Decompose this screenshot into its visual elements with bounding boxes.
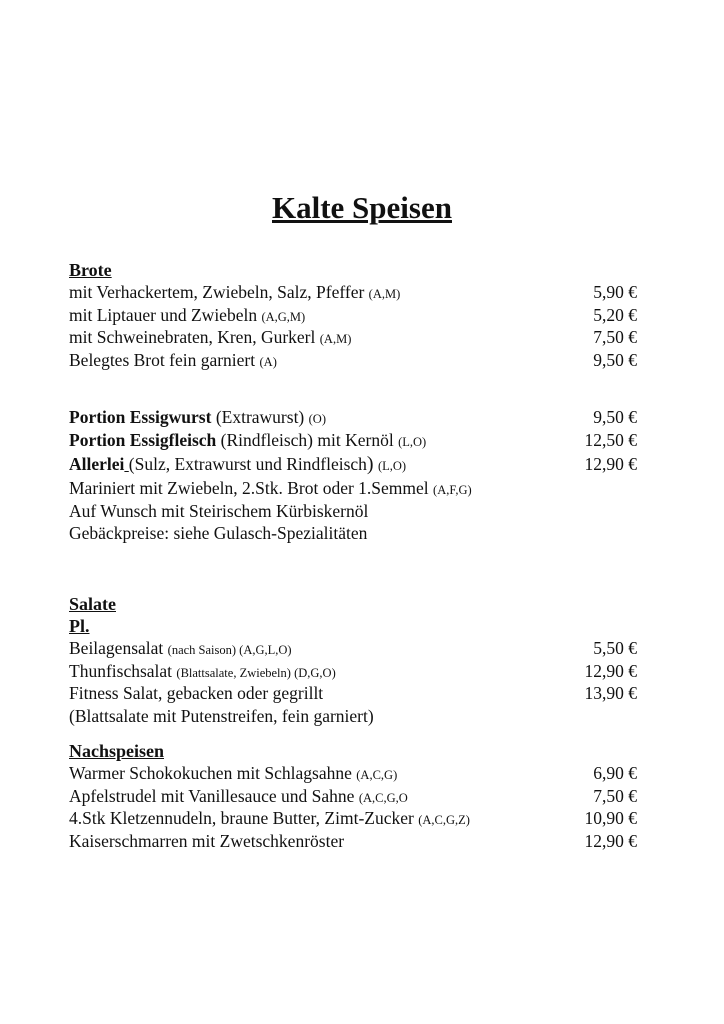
item-description: (Extrawurst) [211, 407, 305, 427]
section-heading-brote: Brote [69, 260, 112, 280]
item-price: 12,90 € [584, 454, 637, 474]
line-text: Auf Wunsch mit Steirischem Kürbiskernöl [69, 500, 369, 521]
item-allergens: (A,C,G) [356, 768, 398, 782]
item-price: 5,90 € [593, 282, 637, 302]
item-price: 12,90 € [584, 830, 637, 851]
item-price: 13,90 € [584, 683, 637, 703]
item-price: 5,20 € [593, 304, 637, 325]
menu-item [69, 326, 637, 349]
section-heading-nachspeisen: Nachspeisen [69, 741, 165, 761]
item-allergens: (A,G,M) [261, 309, 306, 324]
menu-item [69, 429, 637, 452]
section-brote [69, 259, 637, 371]
description-line [69, 522, 637, 545]
item-price: 5,50 € [593, 638, 637, 658]
item-name: Fitness Salat, gebacken oder gegrillt [69, 683, 324, 703]
item-description: (Sulz, Extrawurst und Rindfleisch [128, 454, 367, 474]
item-name: Belegtes Brot fein garniert [69, 349, 256, 370]
item-name: Portion Essigwurst [69, 407, 212, 427]
item-name: Beilagensalat [69, 638, 164, 658]
item-name: Kaiserschmarren mit Zwetschkenröster [69, 830, 345, 851]
item-allergens: (L,O) [398, 434, 427, 449]
item-allergens: (A,M) [368, 287, 401, 301]
menu-item [69, 637, 637, 660]
item-paren: ) [366, 453, 374, 475]
menu-item [69, 660, 637, 683]
description-line [69, 500, 637, 523]
item-allergens: (nach Saison) (A,G,L,O) [167, 643, 292, 657]
line-text: Mariniert mit Zwiebeln, 2.Stk. Brot oder 1.Semmel [69, 478, 429, 498]
item-price: 12,50 € [584, 429, 637, 450]
menu-item [69, 785, 637, 808]
line-text: Gebäckpreise: siehe Gulasch-Spezialitäten [69, 523, 368, 543]
item-price: 9,50 € [593, 349, 637, 370]
item-allergens: (L,O) [377, 459, 407, 473]
section-portionen [69, 406, 637, 545]
item-name: Thunfischsalat [69, 660, 173, 681]
menu-item [69, 830, 637, 853]
menu-item [69, 281, 637, 304]
description-line: (Blattsalate mit Putenstreifen, fein garniert) [69, 705, 374, 726]
item-name: 4.Stk Kletzennudeln, braune Butter, Zimt-Zucker [69, 808, 414, 828]
item-name: Portion Essigfleisch [69, 429, 217, 450]
item-price: 9,50 € [593, 407, 637, 427]
section-subheading-pl: Pl. [69, 616, 90, 636]
item-allergens: (A) [259, 354, 277, 369]
item-name: mit Schweinebraten, Kren, Gurkerl [69, 327, 316, 347]
item-price: 10,90 € [584, 808, 637, 828]
item-name: mit Verhackertem, Zwiebeln, Salz, Pfeffer [69, 282, 365, 302]
item-allergens: (A,F,G) [433, 483, 472, 497]
menu-item [69, 451, 637, 477]
item-name: mit Liptauer und Zwiebeln [69, 304, 258, 325]
item-name: Allerlei [69, 454, 125, 474]
menu-item [69, 406, 637, 429]
menu-title: Kalte Speisen [272, 190, 452, 225]
item-price: 7,50 € [593, 327, 637, 347]
description-line [69, 477, 637, 500]
item-price: 6,90 € [593, 763, 637, 783]
item-allergens: (A,C,G,O [358, 790, 408, 805]
menu-item [69, 762, 637, 785]
item-price: 7,50 € [593, 785, 637, 806]
menu-item [69, 349, 637, 372]
menu-item [69, 807, 637, 830]
section-heading-salate: Salate [69, 594, 116, 614]
item-name: Warmer Schokokuchen mit Schlagsahne [69, 763, 352, 783]
item-description: (Rindfleisch) mit Kernöl [216, 429, 394, 450]
item-allergens: (A,C,G,Z) [418, 813, 470, 827]
item-price: 12,90 € [584, 660, 637, 681]
item-allergens: (A,M) [319, 332, 352, 346]
section-salate [69, 593, 637, 727]
menu-item [69, 304, 637, 327]
item-allergens: (O) [308, 412, 326, 426]
item-allergens: (Blattsalate, Zwiebeln) (D,G,O) [176, 665, 336, 680]
menu-item [69, 682, 637, 705]
section-nachspeisen [69, 740, 637, 852]
item-name: Apfelstrudel mit Vanillesauce und Sahne [69, 785, 355, 806]
